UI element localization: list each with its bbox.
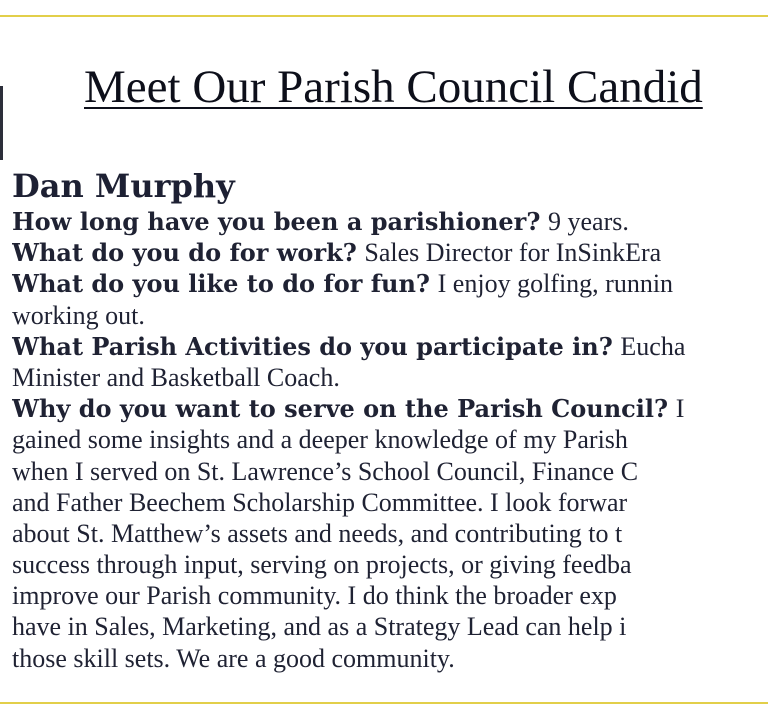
qa-line (12, 268, 768, 299)
answer-work: Sales Director for InSinkEra (364, 238, 662, 268)
answer-why-serve-line: and Father Beechem Scholarship Committee. I look forwar (12, 487, 628, 517)
answer-why-serve-line: improve our Parish community. I do think the broader exp (12, 581, 617, 611)
candidate-qa (12, 206, 768, 674)
answer-why-serve-line: success through input, serving on projects, or giving feedba (12, 550, 632, 580)
qa-line (12, 487, 768, 518)
answer-why-serve: I (675, 394, 685, 424)
question-activities: What Parish Activities do you participate in? (12, 331, 613, 361)
answer-activities: Eucha (620, 331, 686, 361)
qa-line (12, 206, 768, 237)
qa-line (12, 456, 768, 487)
answer-fun: I enjoy golfing, runnin (437, 269, 674, 299)
answer-why-serve-line: those skill sets. We are a good community. (12, 643, 455, 673)
qa-line (12, 580, 768, 611)
page-title: Meet Our Parish Council Candid (84, 61, 703, 113)
answer-why-serve-line: about St. Matthew’s assets and needs, and contributing to t (12, 518, 623, 548)
qa-line (12, 643, 768, 674)
bottom-border-rule (0, 702, 768, 704)
qa-line (12, 611, 768, 642)
top-border-rule (0, 15, 768, 17)
answer-why-serve-line: gained some insights and a deeper knowledge of my Parish (12, 425, 628, 455)
qa-line (12, 549, 768, 580)
question-work: What do you do for work? (12, 238, 357, 268)
answer-why-serve-line: when I served on St. Lawrence’s School Council, Finance C (12, 456, 639, 486)
question-why-serve: Why do you want to serve on the Parish Council? (12, 394, 669, 424)
qa-line (12, 237, 768, 268)
question-years-parishioner: How long have you been a parishioner? (12, 207, 541, 236)
answer-fun-continued: working out. (12, 300, 145, 330)
qa-line (12, 300, 768, 331)
answer-activities-continued: Minister and Basketball Coach. (12, 362, 340, 392)
left-edge-mark (0, 86, 3, 160)
answer-why-serve-line: have in Sales, Marketing, and as a Strategy Lead can help i (12, 612, 627, 642)
question-fun: What do you like to do for fun? (12, 269, 430, 299)
qa-line (12, 393, 768, 424)
qa-line (12, 424, 768, 455)
qa-line (12, 362, 768, 393)
answer-years-parishioner: 9 years. (548, 207, 629, 236)
qa-line (12, 331, 768, 362)
qa-line (12, 518, 768, 549)
candidate-name: Dan Murphy (12, 167, 235, 205)
